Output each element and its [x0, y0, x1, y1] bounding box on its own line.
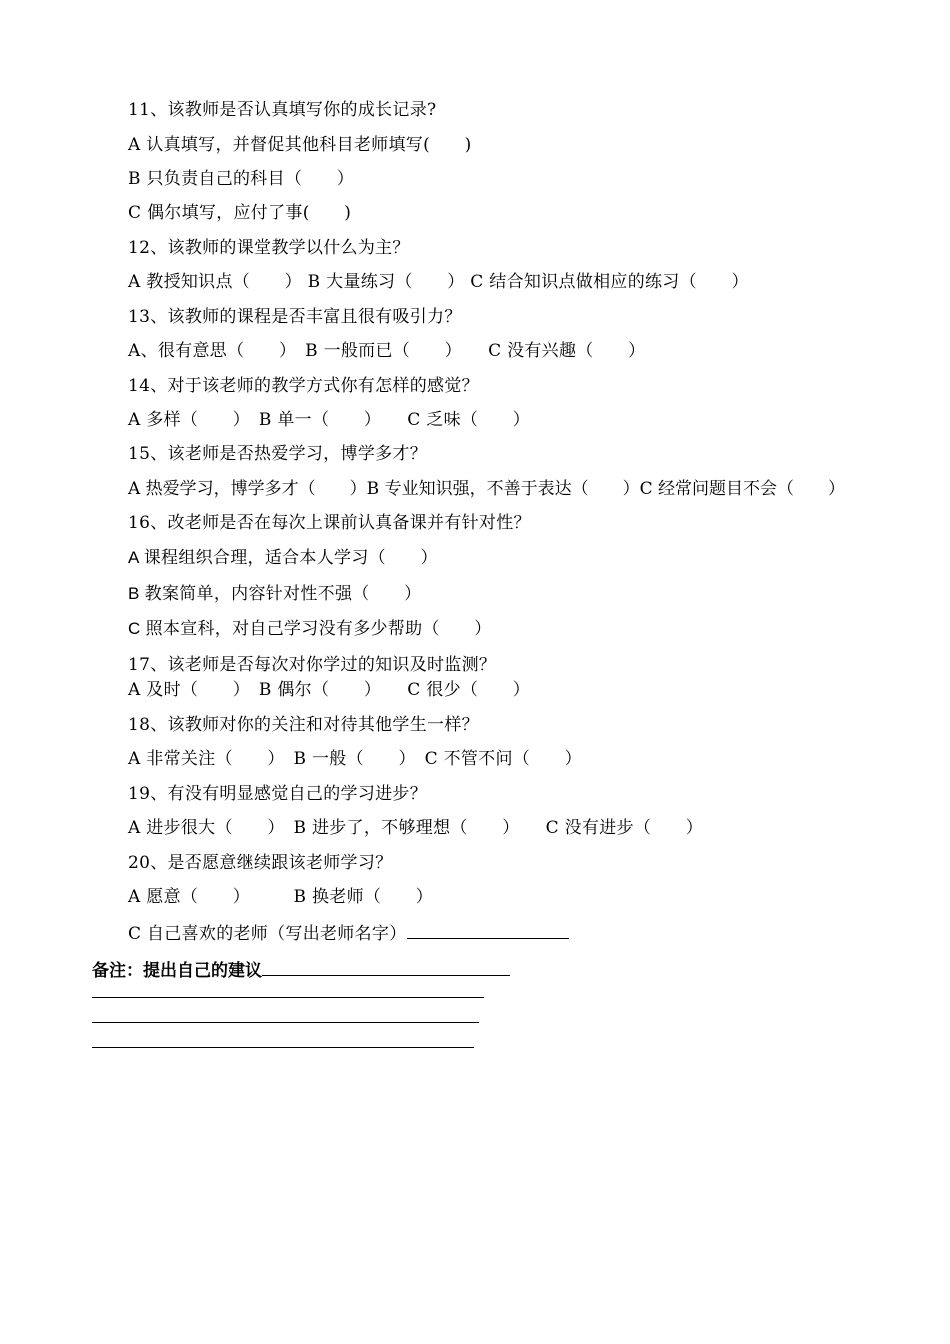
q11-option-a: A 认真填写，并督促其他科目老师填写( ): [128, 135, 472, 155]
suggestion-line-3[interactable]: [92, 1047, 474, 1048]
suggestion-line-1[interactable]: [92, 997, 484, 998]
remark-label: 备注：提出自己的建议: [92, 961, 262, 981]
q13-title: 13、该教师的课程是否丰富且很有吸引力？: [128, 307, 462, 327]
q16-option-b: B 教案简单，内容针对性不强（ ）: [128, 584, 422, 603]
q17-title: 17、该老师是否每次对你学过的知识及时监测？: [128, 655, 497, 675]
q20-options-ab: A 愿意（ ） B 换老师（ ）: [128, 887, 434, 907]
q20-option-c-row: [128, 920, 569, 946]
q16-title: 16、改老师是否在每次上课前认真备课并有针对性？: [128, 513, 531, 533]
q12-options: A 教授知识点（ ） B 大量练习（ ） C 结合知识点做相应的练习（ ）: [128, 272, 749, 292]
q16-option-a: A 课程组织合理，适合本人学习（ ）: [128, 548, 438, 567]
q17-options: A 及时（ ） B 偶尔（ ） C 很少（ ）: [128, 680, 531, 700]
remark-blank[interactable]: [262, 957, 510, 976]
q15-options: A 热爱学习，博学多才（ ）B 专业知识强，不善于表达（ ）C 经常问题目不会（ ）: [128, 479, 845, 499]
q18-title: 18、该教师对你的关注和对待其他学生一样？: [128, 715, 479, 735]
teacher-name-blank[interactable]: [407, 920, 569, 939]
remark-row: [92, 957, 510, 983]
q20-option-c: C 自己喜欢的老师（写出老师名字）: [128, 924, 407, 944]
q11-title: 11、该教师是否认真填写你的成长记录?: [128, 100, 437, 120]
q18-options: A 非常关注（ ） B 一般（ ） C 不管不问（ ）: [128, 749, 582, 769]
q11-option-b: B 只负责自己的科目（ ）: [128, 169, 355, 189]
q15-title: 15、该老师是否热爱学习，博学多才？: [128, 444, 428, 464]
q12-title: 12、该教师的课堂教学以什么为主？: [128, 238, 410, 258]
q19-options: A 进步很大（ ） B 进步了，不够理想（ ） C 没有进步（ ）: [128, 818, 704, 838]
q13-options: A、很有意思（ ） B 一般而已（ ） C 没有兴趣（ ）: [128, 341, 646, 361]
q14-title: 14、对于该老师的教学方式你有怎样的感觉？: [128, 376, 479, 396]
q19-title: 19、有没有明显感觉自己的学习进步？: [128, 784, 428, 804]
q16-option-c: C 照本宣科，对自己学习没有多少帮助（ ）: [128, 619, 492, 638]
q11-option-c: C 偶尔填写，应付了事( ): [128, 203, 352, 223]
suggestion-line-2[interactable]: [92, 1022, 479, 1023]
q20-title: 20、是否愿意继续跟该老师学习？: [128, 853, 393, 873]
q14-options: A 多样（ ） B 单一（ ） C 乏味（ ）: [128, 410, 531, 430]
